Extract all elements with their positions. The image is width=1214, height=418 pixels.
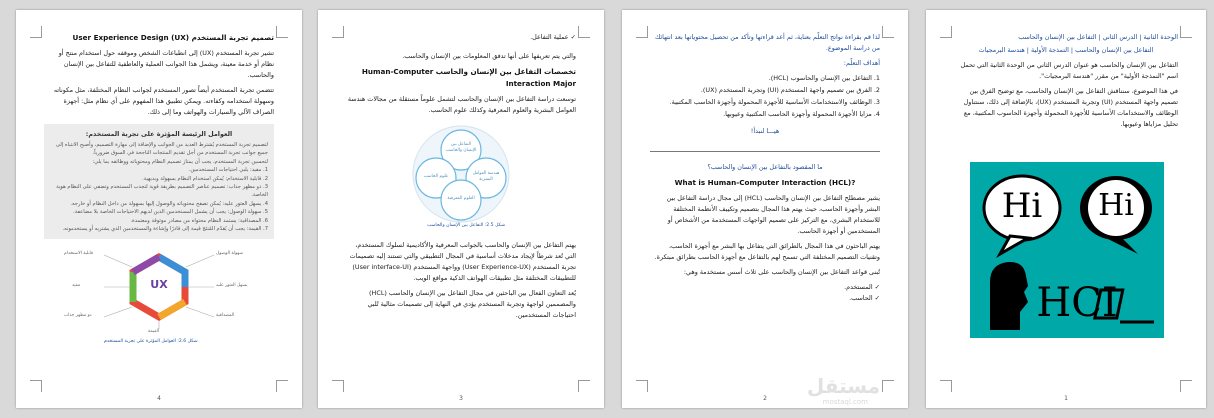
list-item: 2. الفرق بين تصميم واجهة المستخدم (UI) وتجربة المستخدم (UX).	[700, 86, 880, 94]
page-number: 2	[763, 395, 767, 402]
venn-icon	[346, 120, 576, 232]
page-4-heading: تصميم تجربة المستخدم (User Experience Design (UX	[72, 33, 274, 42]
ux-hexagon-icon	[44, 245, 274, 341]
start-label: هيـــا لنبدأ!	[750, 127, 780, 135]
page-1-para2: في هذا الموضوع، سنناقش التفاعل بين الإنسان والحاسب، مع توضيح الفرق بين تصميم واجهة المستخدم (UI) وتجربة المستخدم (UX)، بالإضافة إلى ذلك، سنتناول الوظائف والاستخدامات الأساسية للأجهزة المحمولة وأجهزة الحاسوب المكتبية، مع تحليل مزاياها وعيوبها.	[963, 87, 1178, 128]
factors-item: 1. مفيد: يلبي احتياجات المستخدمين.	[188, 167, 268, 174]
ux-label: سهولة الوصول	[216, 251, 244, 257]
hci-illustration	[970, 162, 1164, 338]
list-item: 1. التفاعل بين الإنسان والحاسوب (HCL).	[768, 74, 880, 82]
page-3-para3: يهتم التفاعل بين الإنسان والحاسب بالجوانب المعرفية والأكاديمية لسلوك المستخدم، التي تُعد شرطاً لإيجاد مدخلات أساسية في المجال التطبيقي والتي تستند إليه تصميمات تجربة المستخدم (User Experience-UX) وواجهة المستخدم (User interface-UI) للتطبيقات المختلفة مثل تطبيقات الهواتف الذكية مواقع الويب.	[349, 241, 576, 282]
checkmark-icon: ✓	[872, 283, 880, 291]
ux-logo: UX	[150, 278, 168, 292]
breadcrumb-sub: التفاعل بين الإنسان والحاسب | التمذجة الأولية | هندسة البرمجيات	[978, 46, 1154, 54]
page-number: 3	[459, 395, 463, 402]
factors-box-intro: لتصميم تجربة المستخدم يُشترط العديد من الجوانب والإضافة إلى مهارة التصميم، وأصبح الانتباه إلى جميع جوانب تجربة المستخدم من أجل تقديم المنتجات الناجحة في السوق ضرورياً.	[55, 142, 268, 157]
page-1-para1: التفاعل بين الإنسان والحاسب هو عنوان الدرس الثاني من الوحدة الثانية التي تحمل اسم "النمذجة الأولية" من مقرر "هندسة البرمجيات".	[960, 61, 1178, 80]
check-item: ✓ المستخدم.	[844, 283, 880, 291]
ux-label: القيمة	[148, 329, 159, 335]
ux-diagram	[44, 245, 274, 349]
venn-bottom-label: العلوم المعرفية	[447, 196, 475, 201]
page-3-para4: يُعد التعاون الفعال بين الباحثين في مجال التفاعل بين الإنسان والحاسب (HCL) والمصممين لواجهة وتجربة المستخدم يؤدي في النهاية إلى تصميمات مثالية تُلبي احتياجات المستخدمين.	[367, 289, 576, 319]
question-en: What is Human-Computer Interaction (HCL)?	[674, 178, 856, 187]
factors-box	[44, 124, 274, 239]
factors-item: 3. ذو مظهر جذاب: تصميم عناصر التصميم بطريقة قوية لتجذب المستخدم وتضفي على النظام هوية الخاصة.	[56, 184, 268, 199]
page-4-para2: تتضمن تجربة المستخدم أيضاً تصور المستخدم لجوانب النظام المختلفة، مثل مكوناته وسهولة استخدامه وكفاءته. ويمكن تطبيق هذا المفهوم على أي نظام مثل: أجهزة الصراف الآلي والسيارات والهواتف وما إلى ذلك.	[53, 86, 274, 116]
check-item: ✓ عملية التفاعل.	[530, 33, 576, 41]
page-2-para3: تُبنى قواعد التفاعل بين الإنسان والحاسب على ثلاث أسس مستخدمة وهي:	[683, 268, 880, 276]
venn-right-label: هندسة العوامل البشرية	[472, 171, 500, 182]
factors-box-title: العوامل الرئيسة المؤثرة على تجربة المستخدم:	[85, 130, 233, 138]
venn-left-label: علوم الحاسب	[423, 174, 449, 179]
page-number: 4	[157, 395, 161, 402]
venn-caption: شكل 2.5: التفاعل بين الإنسان والحاسب	[427, 223, 505, 228]
outcomes-title: أهداف التعلّم:	[843, 59, 880, 67]
page-number: 1	[1064, 395, 1068, 402]
factors-item: 6. المصداقية: يستمد النظام محتواه من مصادر موثوقة ومعتمدة.	[130, 217, 268, 224]
ux-caption: شكل 2.6: العوامل المؤثرة على تجربة المستخدم	[104, 339, 198, 345]
page-3-para2: توسعت دراسة التفاعل بين الإنسان والحاسب لتشمل علوماً مستقلة من مجالات هندسة العوامل البشرية والعلوم المعرفية وكذلك علوم الحاسب.	[347, 95, 576, 114]
breadcrumb: الوحدة الثانية | الدرس الثاني | التفاعل بين الإنسان والحاسب	[1018, 33, 1178, 41]
checkmark-icon: ✓	[872, 294, 880, 302]
ux-label: المصداقية	[216, 313, 235, 319]
page-3-para1: والتي يتم تعريفها على أنها تدفق المعلومات بين الإنسان والحاسب.	[402, 52, 576, 60]
page-3	[318, 10, 604, 408]
hci-label: HCI	[1036, 280, 1118, 326]
page-2	[622, 10, 908, 408]
section-divider	[650, 151, 880, 152]
watermark-logo: مستقل	[806, 374, 880, 398]
hci-venn-diagram	[346, 120, 576, 232]
ux-label: يسهل العثور عليه	[216, 283, 248, 289]
page-3-heading: تخصصات التفاعل بين الإنسان والحاسب Human-Computer Interaction Major	[361, 67, 576, 88]
factors-item: 4. يسهل العثور عليه: يُمكن تصفح محتوياته والوصول إليها بسهولة من داخل النظام أو خارجه.	[70, 200, 268, 207]
page-4	[16, 10, 302, 408]
checkmark-icon: ✓	[568, 33, 576, 41]
page-4-para1: تشير تجربة المستخدم (UX) إلى انطباعات الشخص وموقفه حول استخدام منتج أو نظام أو خدمة معينة، ويشمل هذا الجوانب العملية والعاطفية للتفاعل بين الإنسان والحاسب.	[58, 49, 274, 79]
venn-top-label: التفاعل بين الإنسان والحاسب	[445, 142, 477, 153]
check-item: ✓ الحاسب.	[849, 294, 880, 302]
list-item: 4. مزايا الأجهزة المحمولة وأجهزة الحاسب المكتبية وعيوبها.	[723, 110, 880, 118]
page-2-para1: يشير مصطلح التفاعل بين الإنسان والحاسب (HCL) إلى مجال دراسة التفاعل بين البشر وأجهزة الحاسب، حيث يهتم هذا المجال بتصميم وتكييف الأنظمة المختلفة للاستخدام البشري، مع التركيز على تصميم الواجهات المستخدمة من الأشخاص أو المستخدمين أو أجهزة الحاسب.	[666, 194, 880, 235]
factors-item: لتحسين تجربة المستخدم، يجب أن يمتاز تصميم النظام ومحتوياته ووظائفه بما يلي:	[92, 158, 268, 165]
ux-label: ذو مظهر جذاب	[64, 313, 92, 319]
watermark-url: mostaql.com	[822, 398, 868, 406]
list-item: 3. الوظائف والاستخدامات الأساسية للأجهزة المحمولة وأجهزة الحاسب المكتبية.	[669, 98, 880, 106]
factors-item: 5. سهولة الوصول: يجب أن يشمل المستخدمين الذين لديهم الاحتياجات الخاصة بلا مضاعفة.	[73, 209, 268, 216]
page-2-para2: يهتم الباحثون في هذا المجال بالطرائق التي يتفاعل بها البشر مع أجهزة الحاسب، وتقنيات التصميم المختلفة التي تسمح لهم بالتفاعل مع أجهزة الحاسب بطرائق مبتكرة.	[654, 242, 880, 261]
question-ar: ما المقصود بالتفاعل بين الإنسان والحاسب؟	[707, 163, 823, 171]
factors-item: 2. قابلية الاستخدام: يُمكن استخدام النظام بسهولة وبديهية.	[142, 175, 268, 182]
factors-item: 7. القيمة: يجب أن يُقدّم المُنتَج قيمة إلى قادرًا وإشاءة والمستخدمين الذي يشتريه أو يستخدمونه.	[62, 226, 268, 233]
outcomes-list	[650, 73, 880, 120]
bubble-left-text: Hi	[1001, 186, 1043, 226]
page-2-intro: لذا قم بقراءة نواتج التعلّم بعناية، ثم أعد قراءتها وتأكد من تحصيل محتوياتها بعد انتهائك من دراسة الموضوع.	[654, 33, 880, 52]
ux-label: قابلية الاستخدام	[64, 251, 93, 257]
page-1	[926, 10, 1206, 408]
ux-label: مفيد	[72, 283, 81, 289]
bubble-right-text: Hi	[1098, 188, 1134, 223]
